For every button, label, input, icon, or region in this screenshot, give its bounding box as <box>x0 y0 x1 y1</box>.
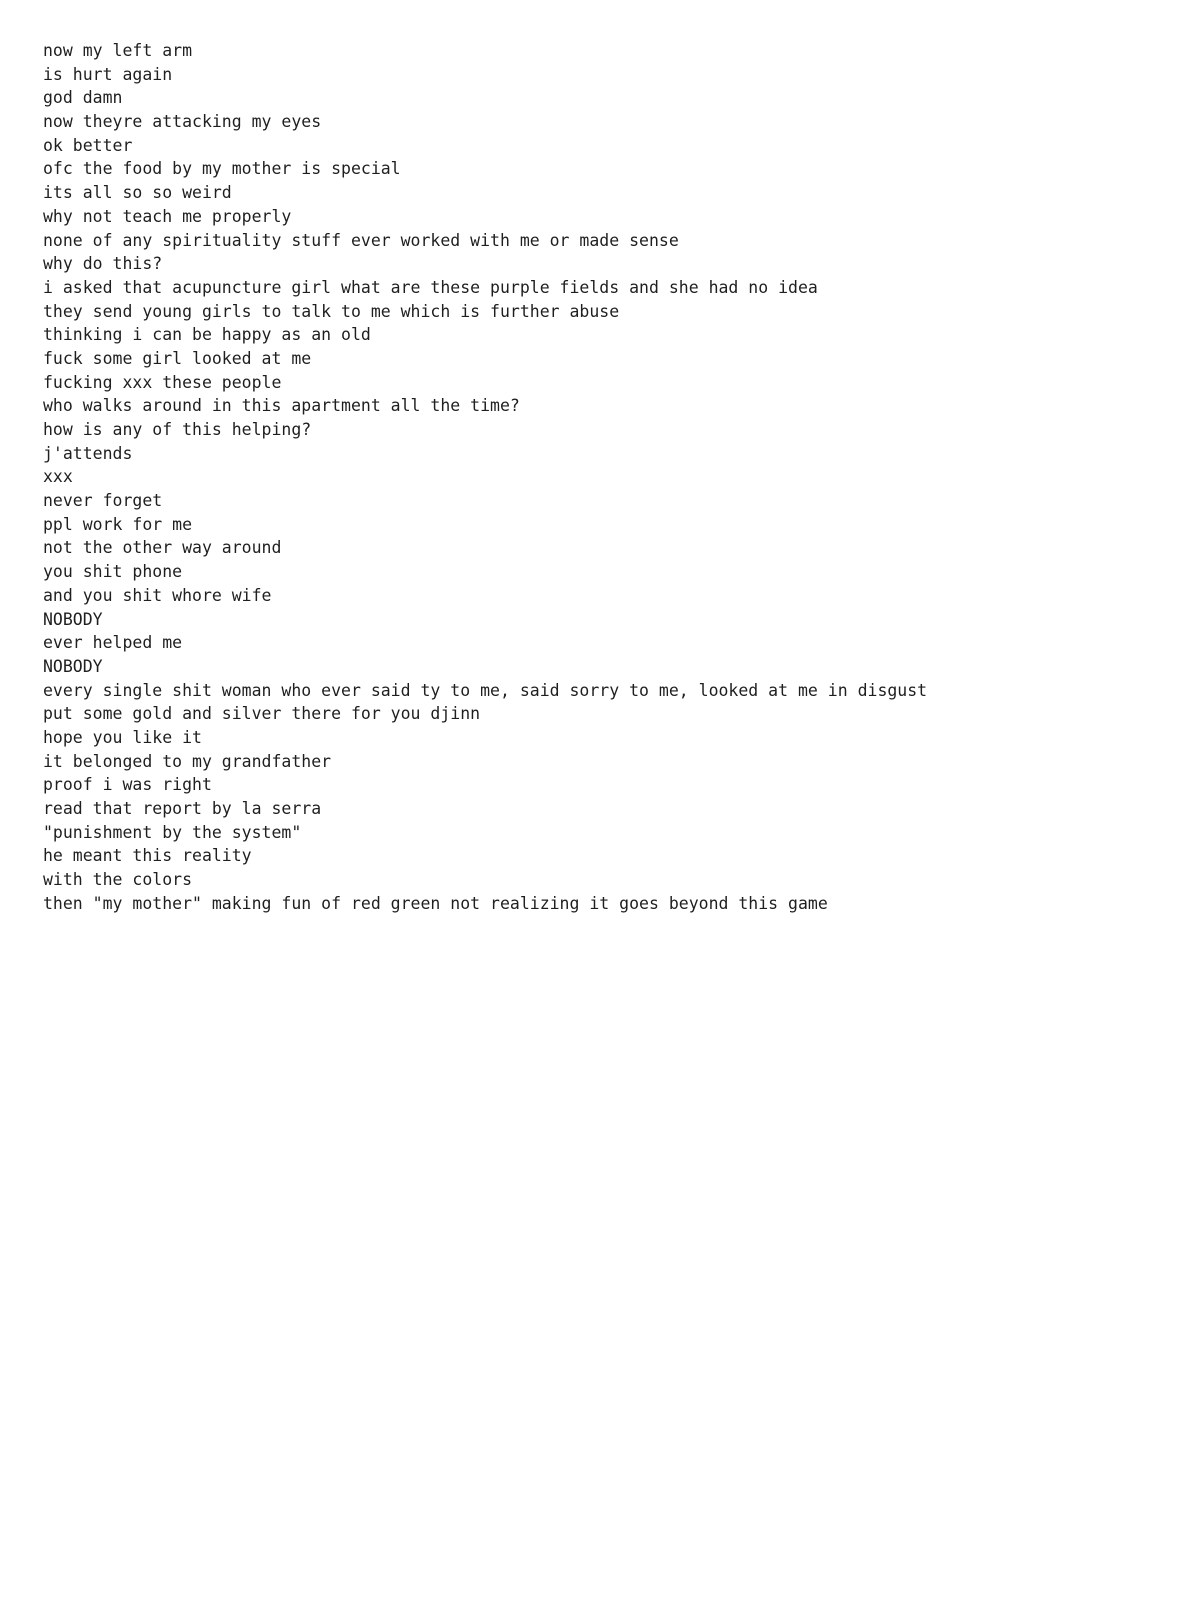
text-line: now theyre attacking my eyes <box>43 112 322 132</box>
text-line: ppl work for me <box>43 514 193 534</box>
text-line: he meant this reality <box>43 846 252 866</box>
text-line: why not teach me properly <box>43 206 292 226</box>
text-line: it belonged to my grandfather <box>43 751 332 771</box>
text-line: fuck some girl looked at me <box>43 348 312 368</box>
text-line: you shit phone <box>43 562 183 582</box>
text-line: ofc the food by my mother is special <box>43 159 401 179</box>
text-line: proof i was right <box>43 775 212 795</box>
text-line: ok better <box>43 135 133 155</box>
text-line: none of any spirituality stuff ever worked with me or made sense <box>43 230 679 250</box>
text-line: god damn <box>43 88 123 108</box>
text-line: then "my mother" making fun of red green not realizing it goes beyond this game <box>43 893 828 913</box>
text-line: how is any of this helping? <box>43 420 312 439</box>
text-line: j'attends <box>43 443 133 463</box>
text-line: put some gold and silver there for you djinn <box>43 704 481 724</box>
text-line: i asked that acupuncture girl what are these purple fields and she had no idea <box>43 277 818 297</box>
text-line: thinking i can be happy as an old <box>43 325 371 345</box>
text-line: NOBODY <box>43 609 103 629</box>
text-line: with the colors <box>43 870 193 890</box>
text-line: fucking xxx these people <box>43 372 282 392</box>
text-line: now my left arm <box>43 41 193 60</box>
text-line: its all so so weird <box>43 183 232 203</box>
text-line: read that report by la serra <box>43 799 322 818</box>
text-line: ever helped me <box>43 633 183 653</box>
text-line: and you shit whore wife <box>43 585 272 605</box>
text-line: "punishment by the system" <box>43 822 302 842</box>
text-line: not the other way around <box>43 538 282 558</box>
text-line: every single shit woman who ever said ty to me, said sorry to me, looked at me in disgust <box>43 680 928 700</box>
text-line: hope you like it <box>43 727 202 747</box>
text-line: who walks around in this apartment all the time? <box>43 396 520 416</box>
text-line: NOBODY <box>43 656 103 676</box>
text-line: they send young girls to talk to me which is further abuse <box>43 301 620 321</box>
text-line: never forget <box>43 491 163 511</box>
text-line: why do this? <box>43 254 163 274</box>
text-line: xxx <box>43 467 73 487</box>
text-line: is hurt again <box>43 64 173 84</box>
